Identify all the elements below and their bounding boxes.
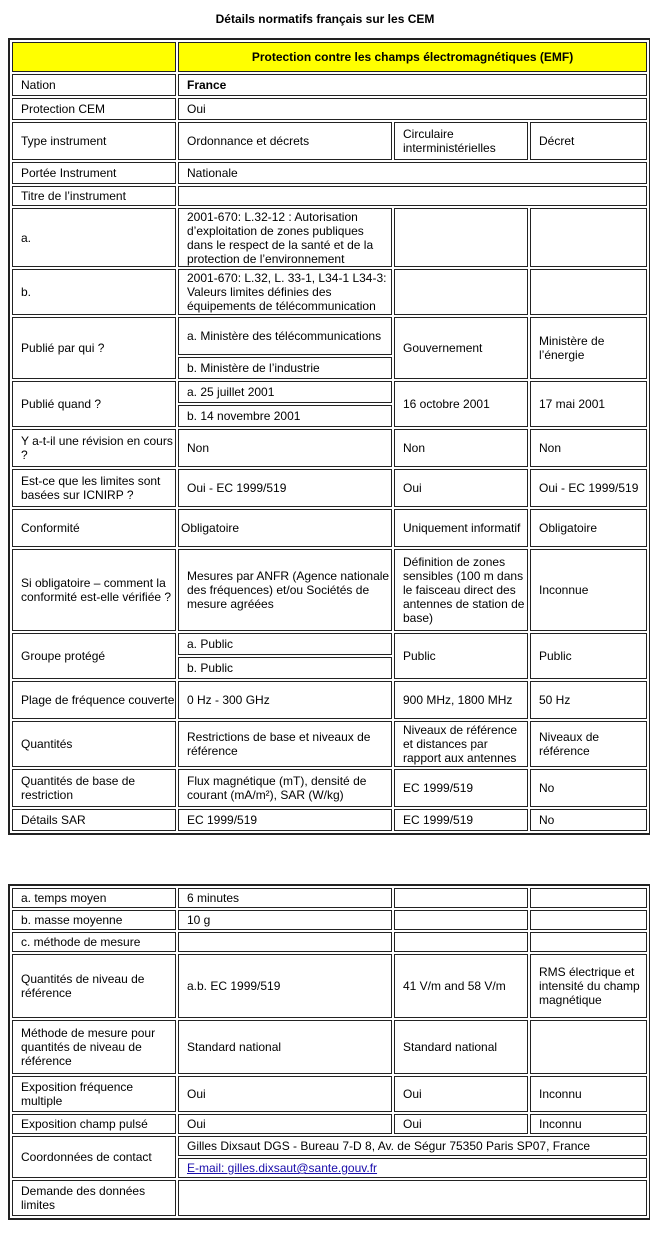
cell-value: Inconnu (530, 1076, 647, 1112)
row-label: b. masse moyenne (12, 910, 176, 930)
row-label: Titre de l’instrument (12, 186, 176, 206)
empty-cell (530, 888, 647, 908)
cell-value: a. Ministère des télécommunications (178, 317, 392, 355)
table-row (12, 469, 647, 507)
cell-value: RMS électrique et intensité du champ magnétique (530, 954, 647, 1018)
cell-value: Non (530, 429, 647, 467)
row-label: Est-ce que les limites sont basées sur ICNIRP ? (12, 469, 176, 507)
empty-cell (394, 269, 528, 315)
cell-value: Oui (178, 1076, 392, 1112)
cell-value: Restrictions de base et niveaux de référence (178, 721, 392, 767)
empty-cell (178, 1180, 647, 1216)
table-row (12, 381, 647, 403)
table-row (12, 1180, 647, 1216)
table-row (12, 1136, 647, 1156)
cell-value: EC 1999/519 (178, 809, 392, 831)
empty-cell (530, 932, 647, 952)
table-row (12, 954, 647, 1018)
cell-value: Gouvernement (394, 317, 528, 379)
row-label: Coordonnées de contact (12, 1136, 176, 1178)
row-label: Détails SAR (12, 809, 176, 831)
row-label: c. méthode de mesure (12, 932, 176, 952)
table-row (12, 269, 647, 315)
contact-email-cell (178, 1158, 647, 1178)
cell-value: Public (530, 633, 647, 679)
table-row (12, 809, 647, 831)
table-row (12, 429, 647, 467)
row-label: Y a-t-il une révision en cours ? (12, 429, 176, 467)
table-row (12, 633, 647, 655)
cell-value: No (530, 809, 647, 831)
table-row (12, 769, 647, 807)
row-label: Exposition champ pulsé (12, 1114, 176, 1134)
row-label: Quantités de niveau de référence (12, 954, 176, 1018)
cell-value: Mesures par ANFR (Agence nationale des fréquences) et/ou Sociétés de mesure agréées (178, 549, 392, 631)
cell-value: Ministère de l’énergie (530, 317, 647, 379)
empty-cell (394, 910, 528, 930)
cell-value: 2001-670: L.32-12 : Autorisation d’exploitation de zones publiques dans le respect de la santé et de la protection de l’environnement (178, 208, 392, 267)
row-label: Publié quand ? (12, 381, 176, 427)
cell-value: Standard national (178, 1020, 392, 1074)
cell-value: Public (394, 633, 528, 679)
row-label: Si obligatoire – comment la conformité est-elle vérifiée ? (12, 549, 176, 631)
cell-value: Obligatoire (530, 509, 647, 547)
row-label: Protection CEM (12, 98, 176, 120)
empty-cell (530, 1020, 647, 1074)
row-label: Quantités de base de restriction (12, 769, 176, 807)
cell-value: b. Ministère de l’industrie (178, 357, 392, 379)
row-label: Conformité (12, 509, 176, 547)
table-row (12, 208, 647, 267)
row-label: Publié par qui ? (12, 317, 176, 379)
cell-value: Standard national (394, 1020, 528, 1074)
cell-value: Oui - EC 1999/519 (178, 469, 392, 507)
empty-cell (394, 208, 528, 267)
empty-cell (530, 269, 647, 315)
cell-value: 10 g (178, 910, 392, 930)
cell-value: EC 1999/519 (394, 769, 528, 807)
row-label: Quantités (12, 721, 176, 767)
page-title: Détails normatifs français sur les CEM (215, 12, 435, 26)
cell-value: Oui (394, 1114, 528, 1134)
cell-value: 50 Hz (530, 681, 647, 719)
cell-value: 17 mai 2001 (530, 381, 647, 427)
row-label: b. (12, 269, 176, 315)
cell-value: EC 1999/519 (394, 809, 528, 831)
cell-value: Uniquement informatif (394, 509, 528, 547)
cell-value: 6 minutes (178, 888, 392, 908)
row-label: a. (12, 208, 176, 267)
table-row (12, 932, 647, 952)
cell-value: Oui (178, 1114, 392, 1134)
row-label: Plage de fréquence couverte (12, 681, 176, 719)
cell-value: 41 V/m and 58 V/m (394, 954, 528, 1018)
cell-value: Oui - EC 1999/519 (530, 469, 647, 507)
cell-value: No (530, 769, 647, 807)
cell-value: a.b. EC 1999/519 (178, 954, 392, 1018)
cell-value: Ordonnance et décrets (178, 122, 392, 160)
contact-address: Gilles Dixsaut DGS - Bureau 7-D 8, Av. de Ségur 75350 Paris SP07, France (178, 1136, 647, 1156)
cell-value: Inconnu (530, 1114, 647, 1134)
empty-cell (530, 208, 647, 267)
cell-value: 900 MHz, 1800 MHz (394, 681, 528, 719)
cell-value: Niveaux de référence (530, 721, 647, 767)
contact-email-link[interactable]: E-mail: gilles.dixsaut@sante.gouv.fr (187, 1161, 378, 1175)
row-label: Type instrument (12, 122, 176, 160)
cell-value: Obligatoire (178, 509, 392, 547)
table-row (12, 1076, 647, 1112)
cell-value: Niveaux de référence et distances par rapport aux antennes (394, 721, 528, 767)
cell-value: Non (178, 429, 392, 467)
table-row (12, 1020, 647, 1074)
cell-value: Nationale (178, 162, 647, 184)
cell-value: b. Public (178, 657, 392, 679)
emf-details-table (8, 38, 650, 835)
table-row (12, 186, 647, 206)
cell-value: Décret (530, 122, 647, 160)
table-row (12, 317, 647, 355)
table-row (12, 1114, 647, 1134)
cell-value: a. 25 juillet 2001 (178, 381, 392, 403)
cell-value: Oui (394, 1076, 528, 1112)
table-row (12, 98, 647, 120)
empty-cell (178, 932, 392, 952)
header-row (12, 42, 647, 72)
cell-value: Inconnue (530, 549, 647, 631)
row-label: Nation (12, 74, 176, 96)
cell-value: 0 Hz - 300 GHz (178, 681, 392, 719)
empty-cell (394, 888, 528, 908)
table-header: Protection contre les champs électromagnétiques (EMF) (178, 42, 647, 72)
table-row (12, 74, 647, 96)
cell-value: Oui (178, 98, 647, 120)
cell-value: Oui (394, 469, 528, 507)
sar-details-table (8, 884, 650, 1220)
cell-value: Circulaire interministérielles (394, 122, 528, 160)
table-row (12, 162, 647, 184)
table-row (12, 549, 647, 631)
cell-value: Non (394, 429, 528, 467)
table-row (12, 721, 647, 767)
cell-value: a. Public (178, 633, 392, 655)
row-label: a. temps moyen (12, 888, 176, 908)
cell-value: Définition de zones sensibles (100 m dans le faisceau direct des antennes de station de base) (394, 549, 528, 631)
row-label: Portée Instrument (12, 162, 176, 184)
table-row (12, 888, 647, 908)
table-row (12, 509, 647, 547)
table-row (12, 910, 647, 930)
empty-cell (530, 910, 647, 930)
cell-value: 16 octobre 2001 (394, 381, 528, 427)
row-label: Groupe protégé (12, 633, 176, 679)
empty-cell (178, 186, 647, 206)
cell-value: b. 14 novembre 2001 (178, 405, 392, 427)
header-empty-cell (12, 42, 176, 72)
row-label: Demande des données limites (12, 1180, 176, 1216)
empty-cell (394, 932, 528, 952)
table-row (12, 681, 647, 719)
row-label: Exposition fréquence multiple (12, 1076, 176, 1112)
nation-value: France (178, 74, 647, 96)
cell-value: Flux magnétique (mT), densité de courant (mA/m²), SAR (W/kg) (178, 769, 392, 807)
row-label: Méthode de mesure pour quantités de niveau de référence (12, 1020, 176, 1074)
table-row (12, 122, 647, 160)
cell-value: 2001-670: L.32, L. 33-1, L34-1 L34-3: Valeurs limites définies des équipements de télécommunication (178, 269, 392, 315)
